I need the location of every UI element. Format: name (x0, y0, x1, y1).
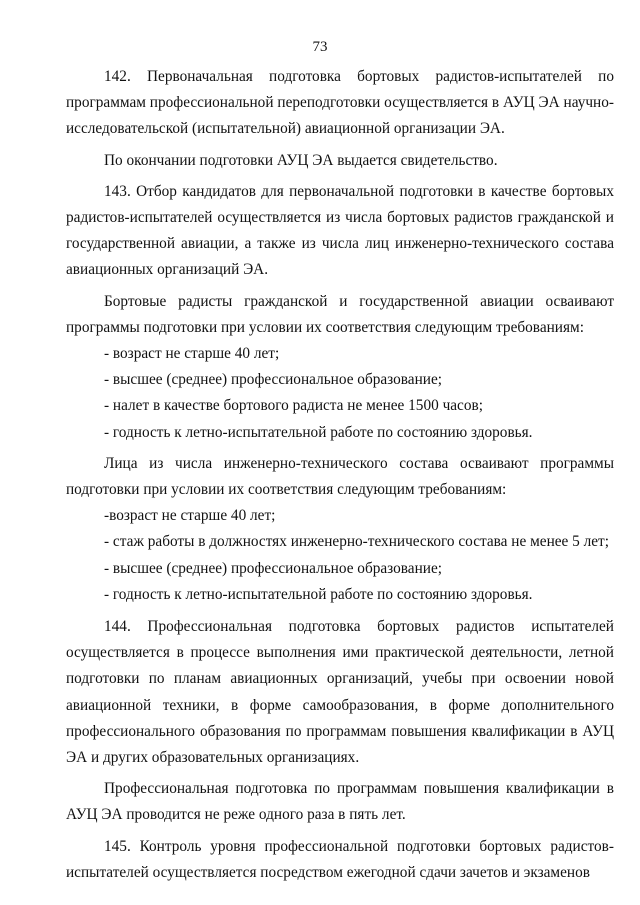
requirement-item: - налет в качестве бортового радиста не менее 1500 часов; (104, 397, 483, 415)
paragraph-144-periodicity: Профессиональная подготовка по программам повышения квалификации в АУЦ ЭА проводится не реже одного раза в пять лет. (66, 780, 614, 824)
requirement-item: - высшее (среднее) профессиональное образование; (104, 371, 443, 389)
paragraph-143-engineering-staff: Лица из числа инженерно-технического состава осваивают программы подготовки при условии их соответствия следующим требованиям: (66, 454, 614, 499)
paragraph-143-radio-operators: Бортовые радисты гражданской и государственной авиации осваивают программы подготовки при условии их соответствия следующим требованиям: (66, 292, 614, 336)
requirement-item: -возраст не старше 40 лет; (104, 507, 276, 525)
requirement-item: - высшее (среднее) профессиональное образование; (104, 559, 443, 577)
requirement-item: - годность к летно-испытательной работе по состоянию здоровья. (104, 423, 533, 441)
requirement-item: - возраст не старше 40 лет; (104, 345, 280, 363)
paragraph-143: 143. Отбор кандидатов для первоначальной подготовки в качестве бортовых радистов-испытателей осуществляется из числа бортовых радистов гражданской и государственной авиации, а также из числа лиц инженерно-технического состава авиационных организаций ЭА. (66, 182, 614, 279)
requirement-item: - годность к летно-испытательной работе по состоянию здоровья. (104, 585, 533, 603)
document-body (66, 64, 614, 886)
paragraph-145: 145. Контроль уровня профессиональной подготовки бортовых радистов-испытателей осуществляется посредством ежегодной сдачи зачетов и экзаменов (66, 837, 614, 881)
paragraph-142-certificate: По окончании подготовки АУЦ ЭА выдается свидетельство. (104, 151, 498, 169)
paragraph-144: 144. Профессиональная подготовка бортовых радистов испытателей осуществляется в процессе выполнения ими практической деятельности, летной подготовки по планам авиационных организаций, учебы при освоении новой авиационной техники, в форме самообразования, в форме дополнительного профессионального образования по программам повышения квалификации в АУЦ ЭА и других образовательных организациях. (66, 618, 614, 767)
paragraph-142: 142. Первоначальная подготовка бортовых радистов-испытателей по программам профессиональной переподготовки осуществляется в АУЦ ЭА научно-исследовательской (испытательной) авиационной организации ЭА. (66, 68, 614, 138)
requirement-item: - стаж работы в должностях инженерно-технического состава не менее 5 лет; (104, 533, 609, 551)
page-number: 73 (312, 39, 328, 55)
